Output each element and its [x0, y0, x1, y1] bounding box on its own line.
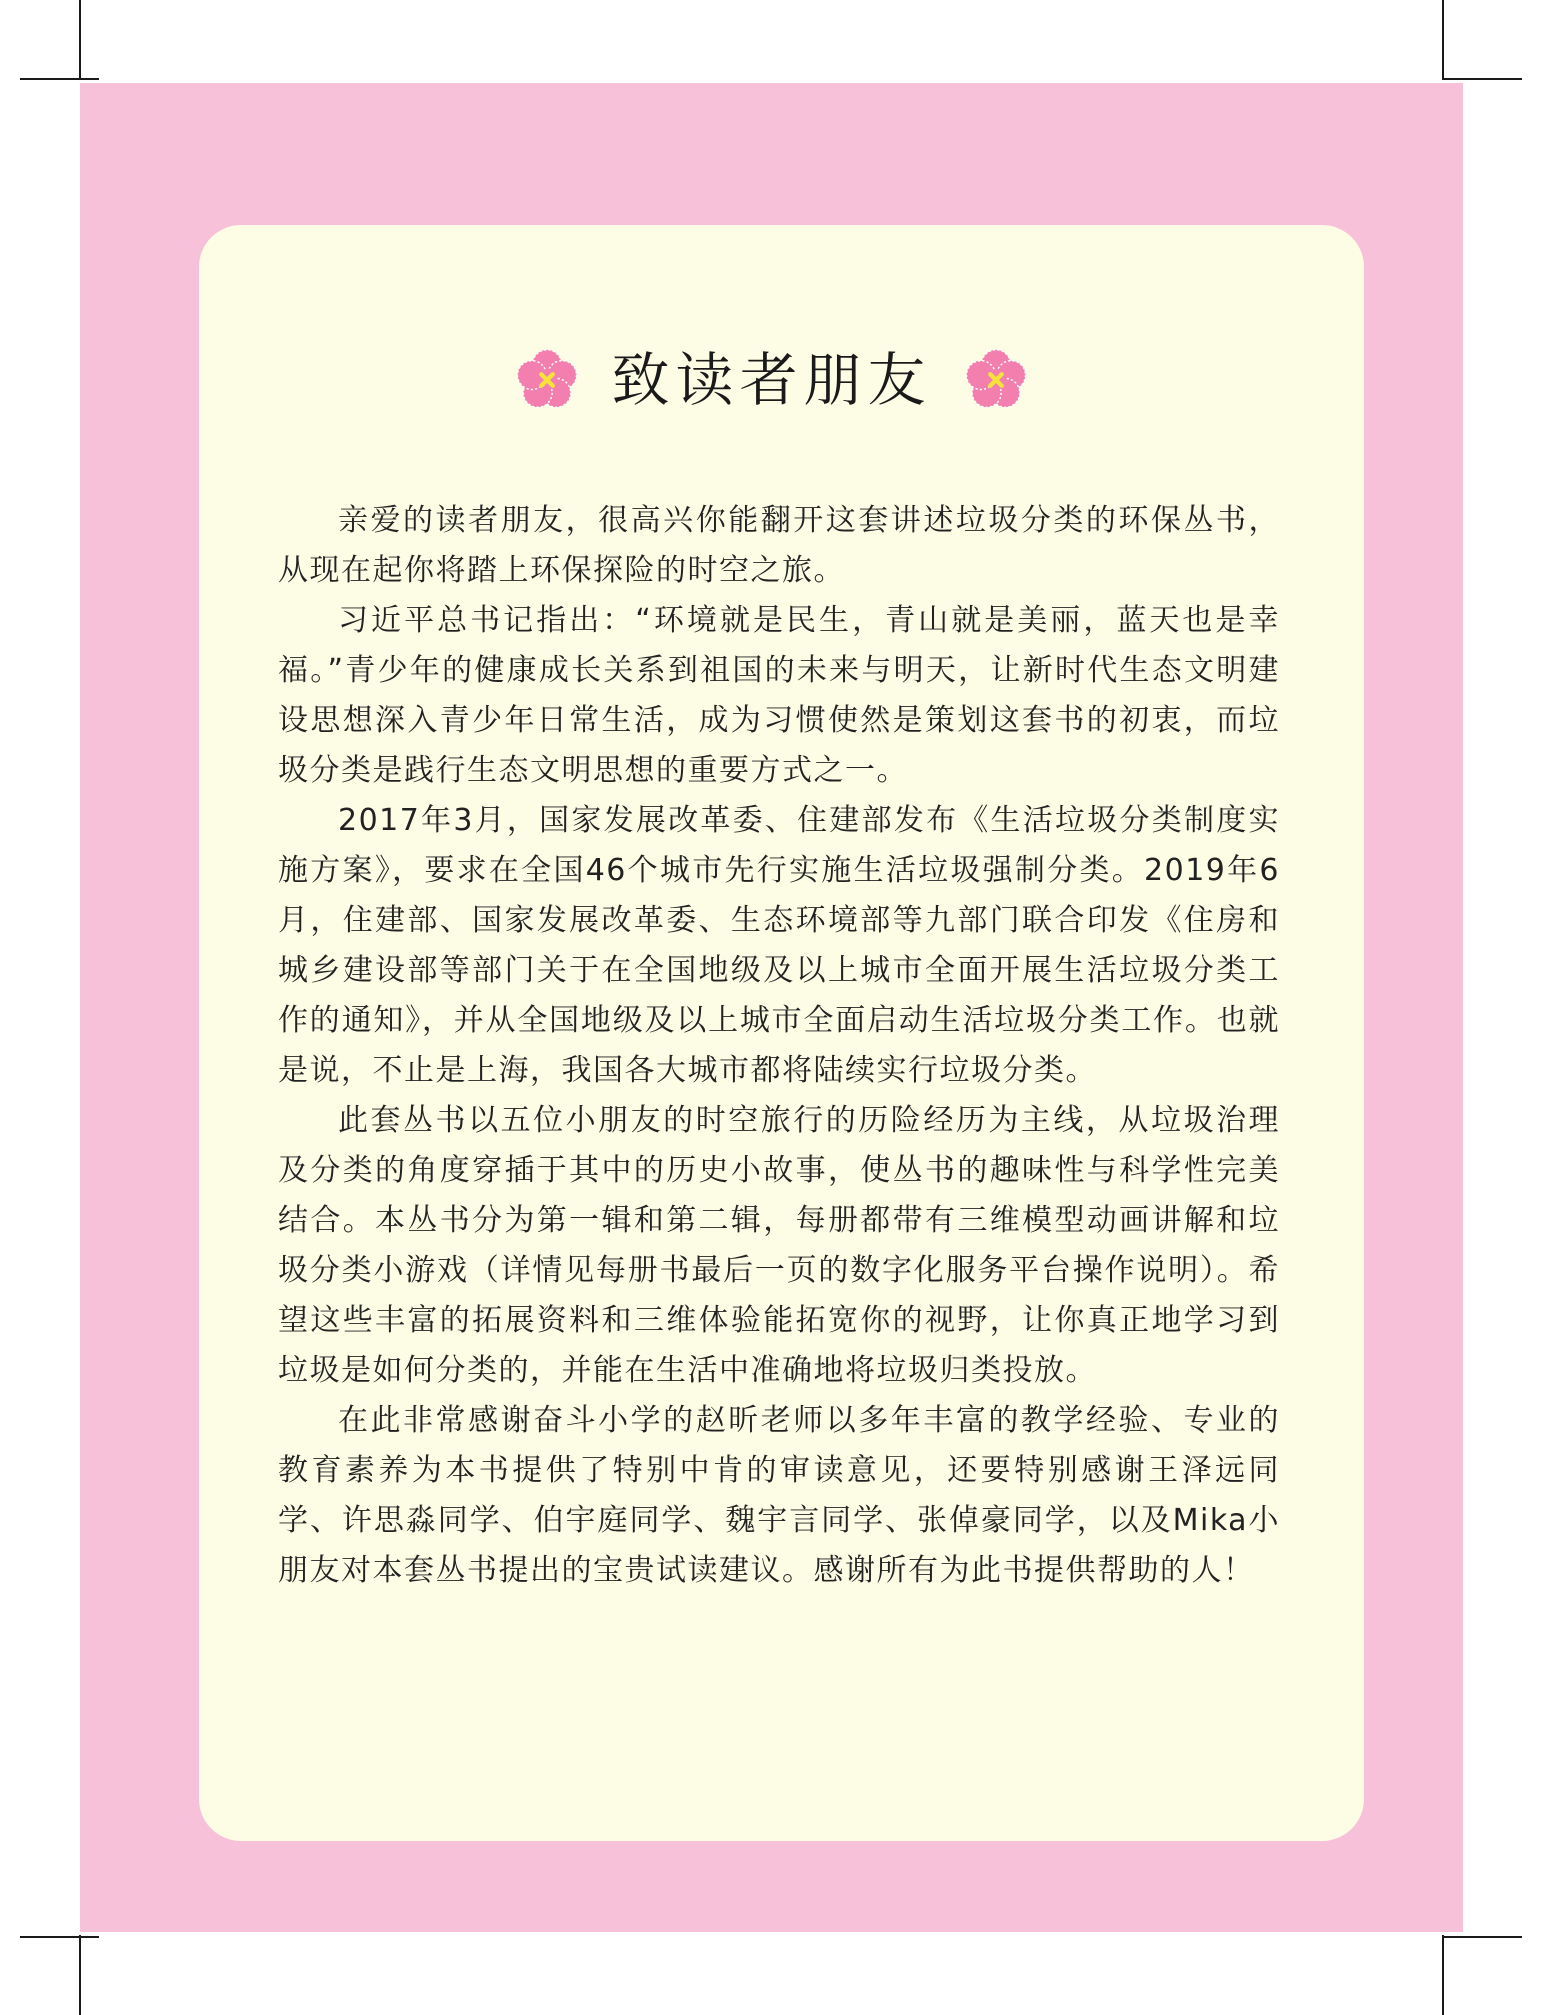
crop-mark — [1442, 1935, 1444, 2015]
paragraph: 习近平总书记指出：“环境就是民生，青山就是美丽，蓝天也是幸福。”青少年的健康成长关系到祖国的未来与明天，让新时代生态文明建设思想深入青少年日常生活，成为习惯使然是策划这套书的初衷，而垃圾分类是践行生态文明思想的重要方式之一。 — [278, 603, 1280, 788]
paragraph: 此套丛书以五位小朋友的时空旅行的历险经历为主线，从垃圾治理及分类的角度穿插于其中的历史小故事，使丛书的趣味性与科学性完美结合。本丛书分为第一辑和第二辑，每册都带有三维模型动画讲解和垃圾分类小游戏（详情见每册书最后一页的数字化服务平台操作说明）。希望这些丰富的拓展资料和三维体验能拓宽你的视野，让你真正地学习到垃圾是如何分类的，并能在生活中准确地将垃圾归类投放。 — [278, 1103, 1280, 1388]
crop-mark — [1442, 1936, 1522, 1938]
letter-body — [278, 496, 1280, 1596]
flower-icon — [511, 344, 583, 416]
title-row — [0, 330, 1543, 430]
flower-icon — [960, 344, 1032, 416]
paragraph: 在此非常感谢奋斗小学的赵昕老师以多年丰富的教学经验、专业的教育素养为本书提供了特别中肯的审读意见，还要特别感谢王泽远同学、许思淼同学、伯宇庭同学、魏宇言同学、张倬豪同学，以及Mika小朋友对本套丛书提出的宝贵试读建议。感谢所有为此书提供帮助的人！ — [278, 1403, 1280, 1588]
paragraph: 2017年3月，国家发展改革委、住建部发布《生活垃圾分类制度实施方案》，要求在全国46个城市先行实施生活垃圾强制分类。2019年6月，住建部、国家发展改革委、生态环境部等九部门联合印发《住房和城乡建设部等部门关于在全国地级及以上城市全面开展生活垃圾分类工作的通知》，并从全国地级及以上城市全面启动生活垃圾分类工作。也就是说，不止是上海，我国各大城市都将陆续实行垃圾分类。 — [278, 803, 1280, 1088]
crop-mark — [1442, 78, 1522, 80]
page-title: 致读者朋友 — [611, 346, 932, 414]
crop-mark — [79, 1935, 81, 2015]
crop-mark — [20, 78, 99, 80]
paragraph: 亲爱的读者朋友，很高兴你能翻开这套讲述垃圾分类的环保丛书，从现在起你将踏上环保探险的时空之旅。 — [278, 503, 1280, 588]
crop-mark — [20, 1936, 99, 1938]
crop-mark — [79, 0, 81, 80]
crop-mark — [1442, 0, 1444, 80]
